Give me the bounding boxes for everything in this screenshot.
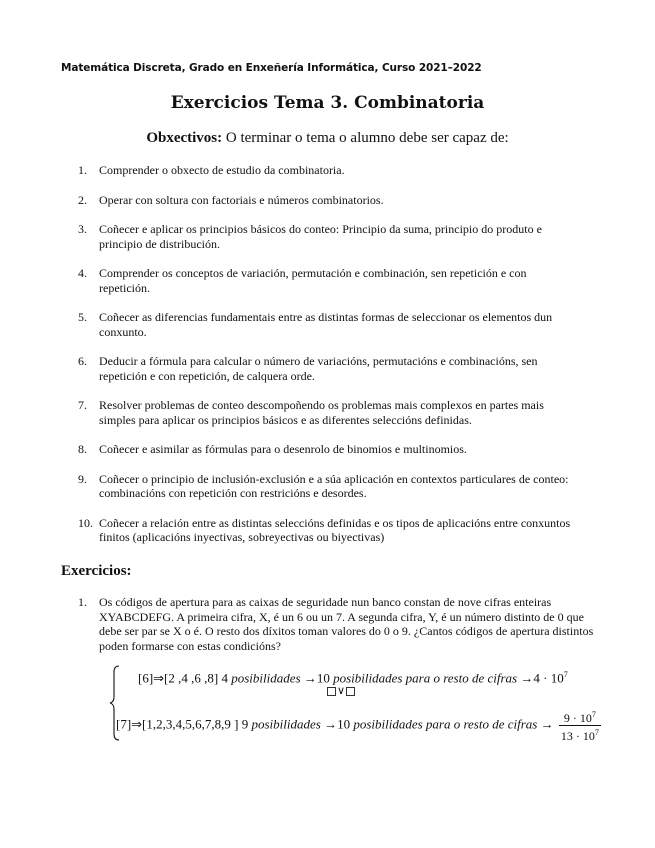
objective-item [78,442,578,457]
objective-number: 7. [78,398,87,412]
row2-rest: posibilidades para o resto de cifras [353,716,538,732]
exercise-item [78,595,598,653]
fraction-numerator: $9 \cdot 10^7$ [559,708,601,726]
page-title: Exercicios Tema 3. Combinatoria [170,93,485,113]
objective-text: Comprender o obxecto de estudio da combinatoria. [99,163,345,177]
objective-text: Resolver problemas de conteo descompoñendo os problemas mais complexos en partes mais simples para aplicar os principios básicos e as diferentes seleccións definidas. [99,398,544,427]
solution-formula [108,664,599,743]
objective-text: Coñecer a relación entre as distintas seleccións definidas e os tipos de aplicacións entre conxuntos finitos (aplicacións inyectivas, sobreyectivas ou biyectivas) [99,515,571,544]
objective-item [78,163,578,178]
objective-item [78,266,578,295]
objectives-label: Obxectivos: [146,130,223,146]
result-fraction [559,708,601,743]
objective-number: 2. [78,192,87,207]
objective-text: Coñecer e asimilar as fórmulas para o desenrolo de binomios e multinomios. [99,442,467,456]
formula-row-seven [116,708,601,743]
objective-text: Coñecer e aplicar os principios básicos do conteo: Principio da suma, principio do produto e principio de distribución. [99,222,542,251]
objective-text: Comprender os conceptos de variación, permutación e combinación, sen repetición e con repetición. [99,266,527,295]
exercise-text: Os códigos de apertura para as caixas de seguridade nun banco constan de nove cifras enteiras XYABCDEFG. A primeira cifra, X, é un 6 ou un 7. A segunda cifra, Y, é un número distinto de 0 que debe ser par se X o é. O resto dos díxitos toman valores do 0 o 9. ¿Cantos códigos de apertura distintos poden formarse con estas condicións? [99,595,594,653]
objectives-intro: O terminar o tema o alumno debe ser capaz de: [225,130,509,146]
objective-number: 1. [78,163,87,177]
objective-number: 6. [78,354,87,368]
row1-count: 4 [221,670,228,686]
objective-item [78,310,578,339]
objective-item [78,516,578,545]
objective-number: 3. [78,222,87,236]
row1-result: →4 · 10 [520,670,564,686]
course-header: Matemática Discreta, Grado en Enxeñería Informática, Curso 2021–2022 [61,62,482,74]
objective-text: Coñecer o principio de inclusión-exclusión e a súa aplicación en contextos particulares de conteo: combinacións con repetición con restricións e desordes. [99,471,569,500]
objective-text: Coñecer as diferencias fundamentais entre as distintas formas de seleccionar os elementos dun conxunto. [99,310,553,339]
objective-number: 10. [78,515,93,530]
objective-number: 4. [78,266,87,280]
or-symbol: ∨ [337,685,346,697]
objective-item [78,354,578,383]
objective-number: 9. [78,471,87,486]
objective-text: Deducir a fórmula para calcular o número de variacións, permutacións e combinacións, sen repetición e con repetición, de calquera orde. [99,354,538,383]
row2-arrow: →10 [324,716,351,732]
exercises-title: Exercicios: [61,563,132,579]
row1-exp: 7 [563,670,568,679]
square-placeholder-icon [327,687,336,696]
row1-lead: [6]⇒[2 ,4 ,6 ,8] [138,670,219,686]
objective-number: 8. [78,442,87,456]
objective-item [78,472,578,501]
row1-arrow: →10 [303,670,330,686]
objective-item [78,222,578,251]
row2-lead: [7]⇒[1,2,3,4,5,6,7,8,9 ] [116,716,239,732]
row1-posib: posibilidades [231,670,301,686]
objective-item [78,398,578,427]
row2-posib: posibilidades [251,716,321,732]
objectives-heading [0,130,655,147]
objectives-list [78,163,578,560]
fraction-denominator: $13 \cdot 10^7$ [560,728,599,743]
formula-or-symbol [326,684,356,697]
objective-number: 5. [78,310,87,324]
row2-result: → [540,716,554,732]
row2-count: 9 [241,716,249,732]
square-placeholder-icon [346,687,355,696]
exercise-number: 1. [78,595,87,609]
objective-item [78,193,578,208]
objective-text: Operar con soltura con factoriais e números combinatorios. [99,192,384,207]
row1-rest: posibilidades para o resto de cifras [333,670,518,686]
